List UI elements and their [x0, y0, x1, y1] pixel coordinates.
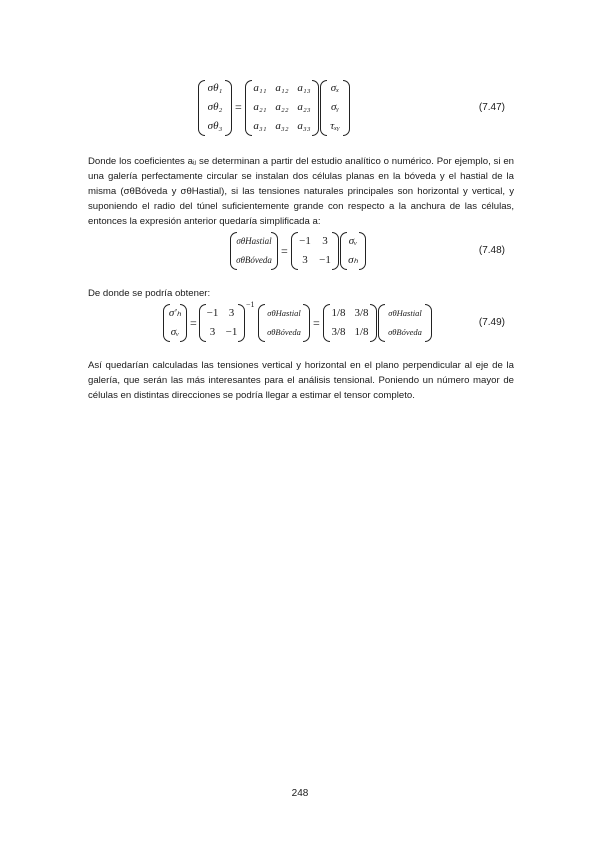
- eq749-coef-matrix: −1 3 3 −1: [199, 304, 245, 342]
- eq749-mid-vector: σθHastial σθBóveda: [258, 304, 310, 342]
- eq748-coef-matrix: −1 3 3 −1: [291, 232, 339, 270]
- eq749-number: (7.49): [478, 317, 505, 328]
- paragraph-1: [88, 154, 514, 229]
- eq749-rhs-vector: σθHastial σθBóveda: [378, 304, 432, 342]
- eq748-lhs-vector: σθHastial σθBóveda: [230, 232, 278, 270]
- eq749-equals-2: =: [313, 316, 320, 330]
- eq747-coef-matrix: a₁₁ a₁₂ a₁₃ a₂₁ a₂₂ a₂₃ a₃₁ a₃₂ a₃₃: [245, 80, 319, 136]
- eq749-equals-1: =: [190, 316, 197, 330]
- eq749-lhs-vector: σ'ₕ σᵥ: [163, 304, 187, 342]
- paragraph-1-text: Donde los coeficientes aᵢⱼ se determinan a partir del estudio analítico o numérico. Por ejemplo, si en una galería perfectamente circular se instalan dos células planas en la bóveda y el hastial de la misma (σθBóveda y σθHastial), si las tensiones naturales principales son horizontal y vertical, y suponiendo el radio del túnel suficientemente grande con respecto a la anchura de las células, entonces la expresión anterior quedaría simplificada a:: [88, 156, 514, 227]
- paragraph-3: [88, 358, 514, 403]
- paragraph-2-text: De donde se podría obtener:: [88, 288, 211, 299]
- eq748-equals: =: [281, 244, 288, 258]
- eq747-lhs-3: σθ₃: [207, 119, 223, 132]
- equation-7-49: [0, 300, 600, 342]
- eq747-lhs-2: σθ₂: [207, 101, 223, 114]
- equation-7-48: [0, 232, 600, 270]
- eq747-number: (7.47): [478, 102, 505, 113]
- eq747-lhs-vector: [198, 80, 232, 136]
- page-number: 248: [291, 788, 309, 799]
- eq749-inverse-exponent: −1: [246, 300, 255, 309]
- eq747-rhs-vector: σₓ σᵧ τₓᵧ: [320, 80, 350, 136]
- equation-7-47: [0, 80, 600, 136]
- paragraph-3-text: Así quedarían calculadas las tensiones vertical y horizontal en el plano perpendicular al eje de la galería, que serán las más interesantes para el análisis tensional. Poniendo un número mayor de células en distintas direcciones se podría llegar a estimar el tensor completo.: [88, 360, 514, 401]
- eq748-number: (7.48): [478, 245, 505, 256]
- eq747-equals: =: [235, 100, 242, 114]
- paragraph-2: [88, 286, 514, 301]
- eq747-lhs-1: σθ₁: [207, 82, 223, 95]
- eq748-rhs-vector: σᵥ σₕ: [340, 232, 366, 270]
- eq749-inverse-matrix: 1/8 3/8 3/8 1/8: [323, 304, 377, 342]
